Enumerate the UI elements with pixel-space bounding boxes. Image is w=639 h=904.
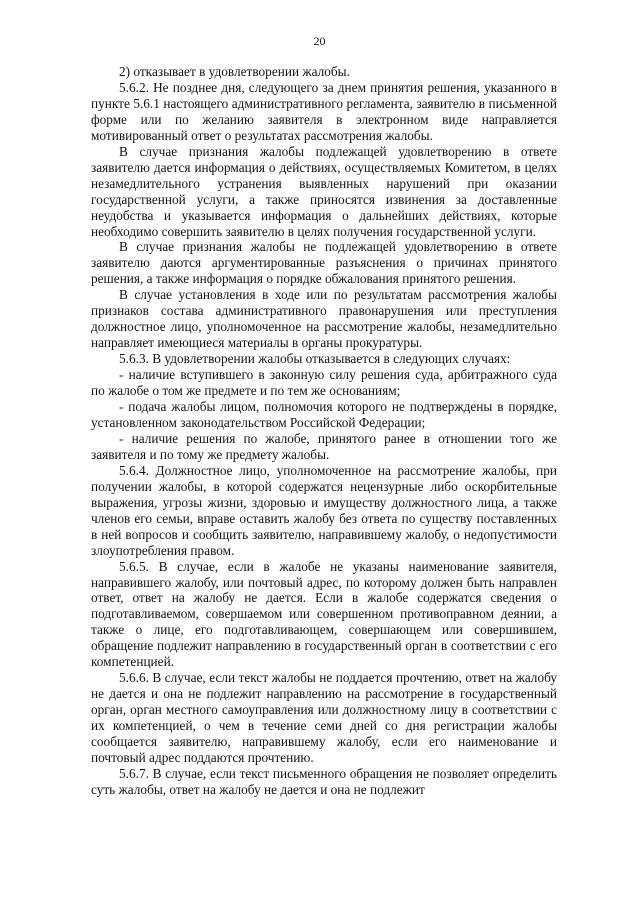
paragraph-11: 5.6.5. В случае, если в жалобе не указаны наименование заявителя, направившего жалобу, или почтовый адрес, по которому должен быть направлен ответ, ответ на жалобу не дается. Если в жалобе содержатся сведения о подготавливаемом, совершаемом или совершенном противоправном деянии, а также о лице, его подготавливающем, совершающем или совершившем, обращение подлежит направлению в государственный орган в соответствии с его компетенцией. xyxy=(91,558,557,670)
paragraph-8: - подача жалобы лицом, полномочия которого не подтверждены в порядке, установленном законодательством Российской Федерации; xyxy=(91,399,557,430)
paragraph-6: 5.6.3. В удовлетворении жалобы отказывается в следующих случаях: xyxy=(119,351,511,367)
paragraph-5: В случае установления в ходе или по результатам рассмотрения жалобы признаков состава административного правонарушения или преступления должностное лицо, уполномоченное на рассмотрение жалобы, незамедлительно направляет имеющиеся материалы в органы прокуратуры. xyxy=(91,287,557,351)
paragraph-12: 5.6.6. В случае, если текст жалобы не поддается прочтению, ответ на жалобу не дается и она не подлежит направлению на рассмотрение в государственный орган, орган местного самоуправления или должностному лицу в соответствии с их компетенцией, о чем в течение семи дней со дня регистрации жалобы сообщается заявителю, направившему жалобу, если его наименование и почтовый адрес поддаются прочтению. xyxy=(91,670,557,765)
paragraph-7: - наличие вступившего в законную силу решения суда, арбитражного суда по жалобе о том же предмете и по тем же основаниям; xyxy=(91,367,557,399)
paragraph-10: 5.6.4. Должностное лицо, уполномоченное на рассмотрение жалобы, при получении жалобы, в которой содержатся нецензурные либо оскорбительные выражения, угрозы жизни, здоровью и имуществу должностного лица, а также членов его семьи, вправе оставить жалобу без ответа по существу поставленных в ней вопросов и сообщить заявителю, направившему жалобу, о недопустимости злоупотребления правом. xyxy=(91,462,557,558)
paragraph-13: 5.6.7. В случае, если текст письменного обращения не позволяет определить суть жалобы, ответ на жалобу не дается и она не подлежит xyxy=(91,765,557,797)
paragraph-4: В случае признания жалобы не подлежащей удовлетворению в ответе заявителю даются аргументированные разъяснения о причинах принятого решения, а также информация о порядке обжалования принятого решения. xyxy=(91,239,557,287)
paragraph-2: 5.6.2. Не позднее дня, следующего за днем принятия решения, указанного в пункте 5.6.1 настоящего административного регламента, заявителю в письменной форме или по желанию заявителя в электронном виде направляется мотивированный ответ о результатах рассмотрения жалобы. xyxy=(91,79,557,143)
page-number: 20 xyxy=(313,34,326,48)
document-body xyxy=(91,64,557,798)
paragraph-3: В случае признания жалобы подлежащей удовлетворению в ответе заявителю дается информация о действиях, осуществляемых Комитетом, в целях незамедлительного устранения выявленных нарушений при оказании государственной услуги, а также приносятся извинения за доставленные неудобства и указывается информация о дальнейших действиях, которые необходимо совершить заявителю в целях получения государственной услуги. xyxy=(91,143,557,239)
paragraph-9: - наличие решения по жалобе, принятого ранее в отношении того же заявителя и по тому же предмету жалобы. xyxy=(91,430,557,462)
paragraph-1: 2) отказывает в удовлетворении жалобы. xyxy=(119,64,350,79)
